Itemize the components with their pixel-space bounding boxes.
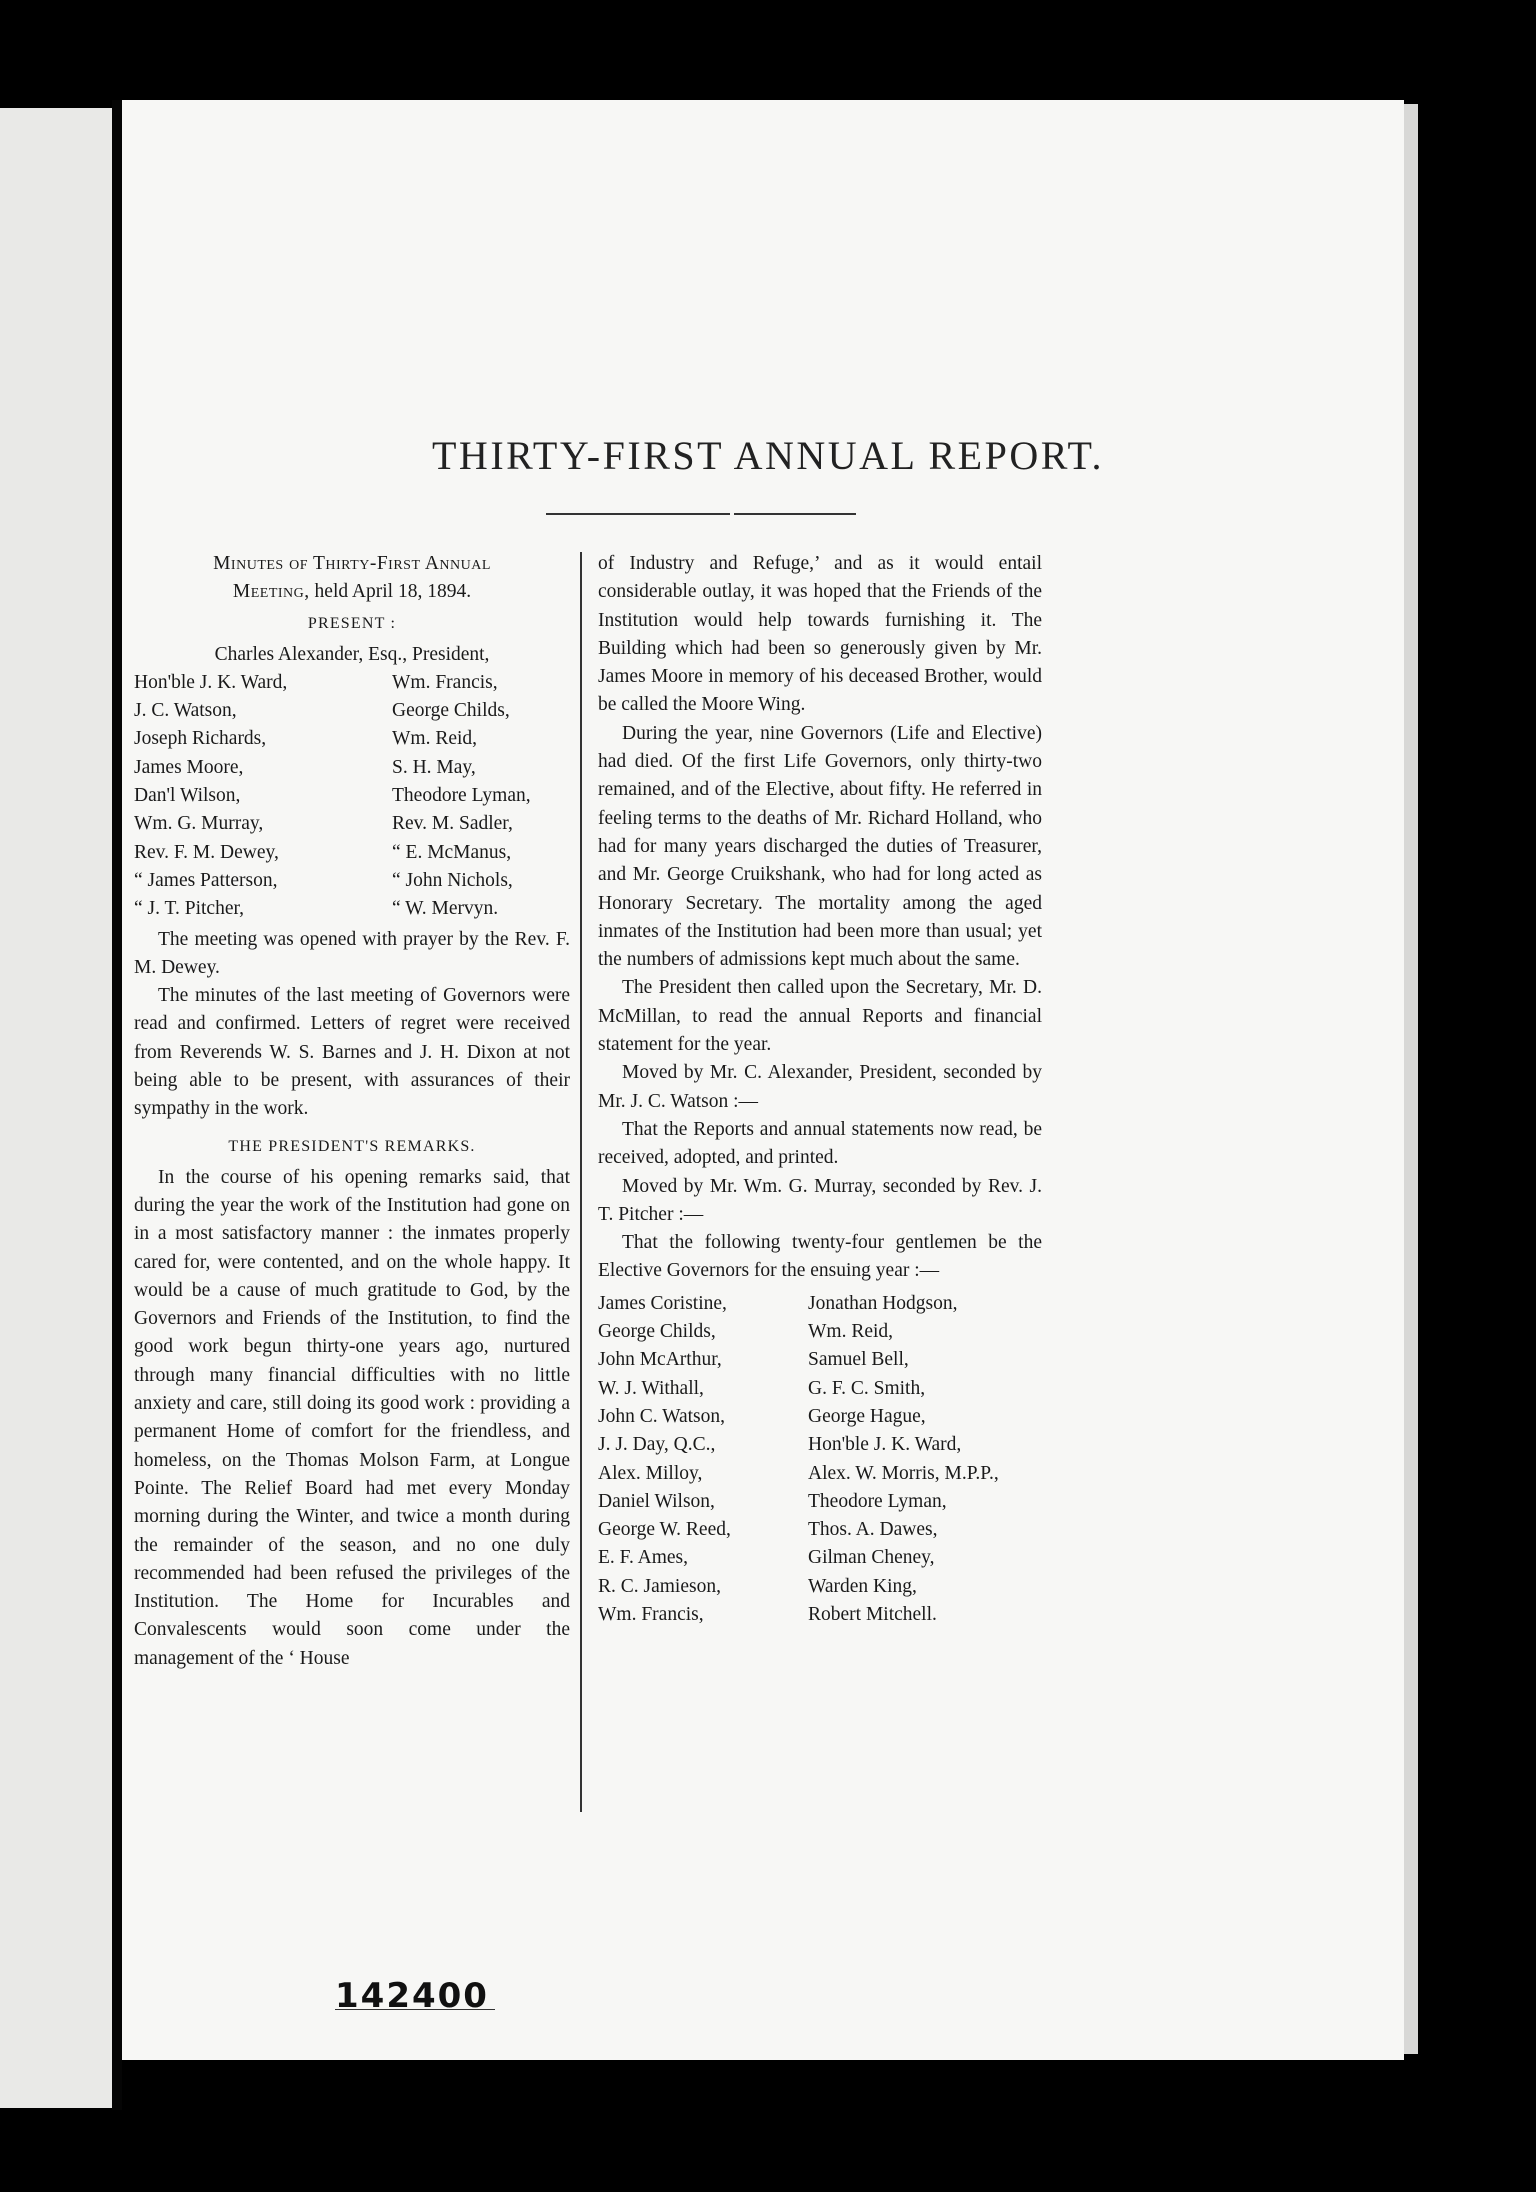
present-lead: Charles Alexander, Esq., President,: [214, 643, 490, 665]
present-name: James Moore,: [134, 756, 244, 778]
present-name: George Childs,: [392, 700, 510, 722]
minutes-heading-date: held April 18, 1894.: [309, 581, 472, 603]
paragraph-secretary-reports: The President then called upon the Secretary, Mr. D. McMillan, to read the annual Reports and financial statement for the year.: [598, 977, 1042, 1056]
elective-name: Theodore Lyman,: [808, 1490, 947, 1512]
elective-name: Samuel Bell,: [808, 1349, 909, 1371]
present-label: PRESENT :: [307, 614, 397, 632]
paragraph-motion-alexander: Moved by Mr. C. Alexander, President, seconded by Mr. J. C. Watson :—: [598, 1062, 1042, 1112]
present-name: Dan'l Wilson,: [134, 785, 241, 807]
present-name: J. C. Watson,: [134, 700, 237, 722]
present-name: Joseph Richards,: [134, 728, 267, 750]
present-name: Wm. Reid,: [392, 728, 478, 750]
elective-name: James Coristine,: [598, 1292, 727, 1314]
report-title: THIRTY-FIRST ANNUAL REPORT.: [432, 433, 1104, 478]
present-name: “ E. McManus,: [392, 841, 512, 863]
present-name: Wm. G. Murray,: [134, 813, 264, 835]
right-column: [598, 550, 1042, 1631]
elective-name: Wm. Francis,: [598, 1603, 704, 1625]
elective-name: G. F. C. Smith,: [808, 1377, 926, 1399]
elective-name: Gilman Cheney,: [808, 1547, 935, 1569]
column-divider: [580, 552, 582, 1812]
elective-name: John McArthur,: [598, 1349, 722, 1371]
elective-name: Robert Mitchell.: [808, 1603, 937, 1625]
present-name: Hon'ble J. K. Ward,: [134, 671, 288, 693]
elective-name: Warden King,: [808, 1575, 917, 1597]
page-shadow: [1404, 104, 1418, 2054]
elective-name: Daniel Wilson,: [598, 1490, 715, 1512]
elective-name: J. J. Day, Q.C.,: [598, 1434, 716, 1456]
elective-name: Alex. Milloy,: [598, 1462, 703, 1484]
handwritten-accession-number: 142400: [335, 1976, 489, 2016]
paragraph-president-remarks: In the course of his opening remarks said, that during the year the work of the Institution had gone on in a most satisfactory manner : the inmates properly cared for, were contented, and on the whole happy. It would be a cause of much gratitude to God, by the Governors and Friends of the Institution, to find the good work begun thirty-one years ago, nurtured through many financial difficulties with no little anxiety and care, still doing its good work : providing a permanent Home of comfort for the friendless, and homeless, on the Thomas Molson Farm, at Longue Pointe. The Relief Board had met every Monday morning during the Winter, and twice a month during the remainder of the season, and no one duly recommended had been refused the privileges of the Institution. The Home for Incurables and Convalescents would soon come under the management of the ‘ House: [134, 1166, 570, 1669]
present-name: “ James Patterson,: [134, 869, 278, 891]
paragraph-house-of-industry: of Industry and Refuge,’ and as it would entail considerable outlay, it was hoped that the Friends of the Institution would help towards furnishing it. The Building which had been so generously given by Mr. James Moore in memory of his deceased Brother, would be called the Moore Wing.: [598, 553, 1042, 716]
present-name: “ J. T. Pitcher,: [134, 898, 245, 920]
minutes-heading-meeting: Meeting,: [232, 581, 310, 603]
paragraph-opening-prayer: The meeting was opened with prayer by the Rev. F. M. Dewey.: [134, 928, 570, 978]
elective-name: Alex. W. Morris, M.P.P.,: [808, 1462, 999, 1484]
present-name: S. H. May,: [392, 756, 476, 778]
title-rule-right: [734, 513, 856, 515]
elective-name: Thos. A. Dawes,: [808, 1519, 938, 1541]
present-name: Theodore Lyman,: [392, 785, 531, 807]
remarks-heading: THE PRESIDENT'S REMARKS.: [228, 1137, 476, 1155]
present-name: Rev. M. Sadler,: [392, 813, 513, 835]
present-name: “ John Nichols,: [392, 869, 513, 891]
elective-name: George W. Reed,: [598, 1519, 731, 1541]
present-names-list: [134, 669, 570, 924]
elective-name: Hon'ble J. K. Ward,: [808, 1434, 962, 1456]
paragraph-governors-died: During the year, nine Governors (Life and Elective) had died. Of the first Life Governors, only thirty-two remained, and of the Elective, about fifty. He referred in feeling terms to the deaths of Mr. Richard Holland, who had for many years discharged the duties of Treasurer, and Mr. George Cruikshank, who had for long acted as Honorary Secretary. The mortality among the aged inmates of the Institution had been more than usual; yet the numbers of admissions kept much about the same.: [598, 722, 1042, 971]
left-column: [134, 550, 570, 1673]
minutes-heading-line1: Minutes of Thirty-First Annual: [213, 553, 491, 574]
title-rule-left: [546, 513, 730, 515]
elective-name: Jonathan Hodgson,: [808, 1292, 958, 1314]
present-name: Wm. Francis,: [392, 671, 498, 693]
paragraph-motion-murray: Moved by Mr. Wm. G. Murray, seconded by Rev. J. T. Pitcher :—: [598, 1175, 1042, 1225]
page-gutter: [112, 100, 122, 2110]
paragraph-reports-adopted: That the Reports and annual statements now read, be received, adopted, and printed.: [598, 1118, 1042, 1169]
paragraph-elective-governors: That the following twenty-four gentlemen be the Elective Governors for the ensuing year :—: [598, 1232, 1042, 1282]
elective-name: George Hague,: [808, 1405, 926, 1427]
elective-name: E. F. Ames,: [598, 1547, 688, 1569]
elective-name: George Childs,: [598, 1321, 716, 1343]
paragraph-minutes-confirmed: The minutes of the last meeting of Governors were read and confirmed. Letters of regret were received from Reverends W. S. Barnes and J. H. Dixon at not being able to be present, with assurances of their sympathy in the work.: [134, 985, 570, 1120]
minutes-heading: [134, 550, 570, 607]
elective-name: R. C. Jamieson,: [598, 1575, 721, 1597]
elective-name: John C. Watson,: [598, 1405, 725, 1427]
elective-governors-list: [598, 1290, 1042, 1630]
elective-name: W. J. Withall,: [598, 1377, 704, 1399]
elective-name: Wm. Reid,: [808, 1321, 894, 1343]
present-name: Rev. F. M. Dewey,: [134, 841, 279, 863]
present-name: “ W. Mervyn.: [392, 898, 499, 920]
facing-page-edge: [0, 108, 112, 2108]
